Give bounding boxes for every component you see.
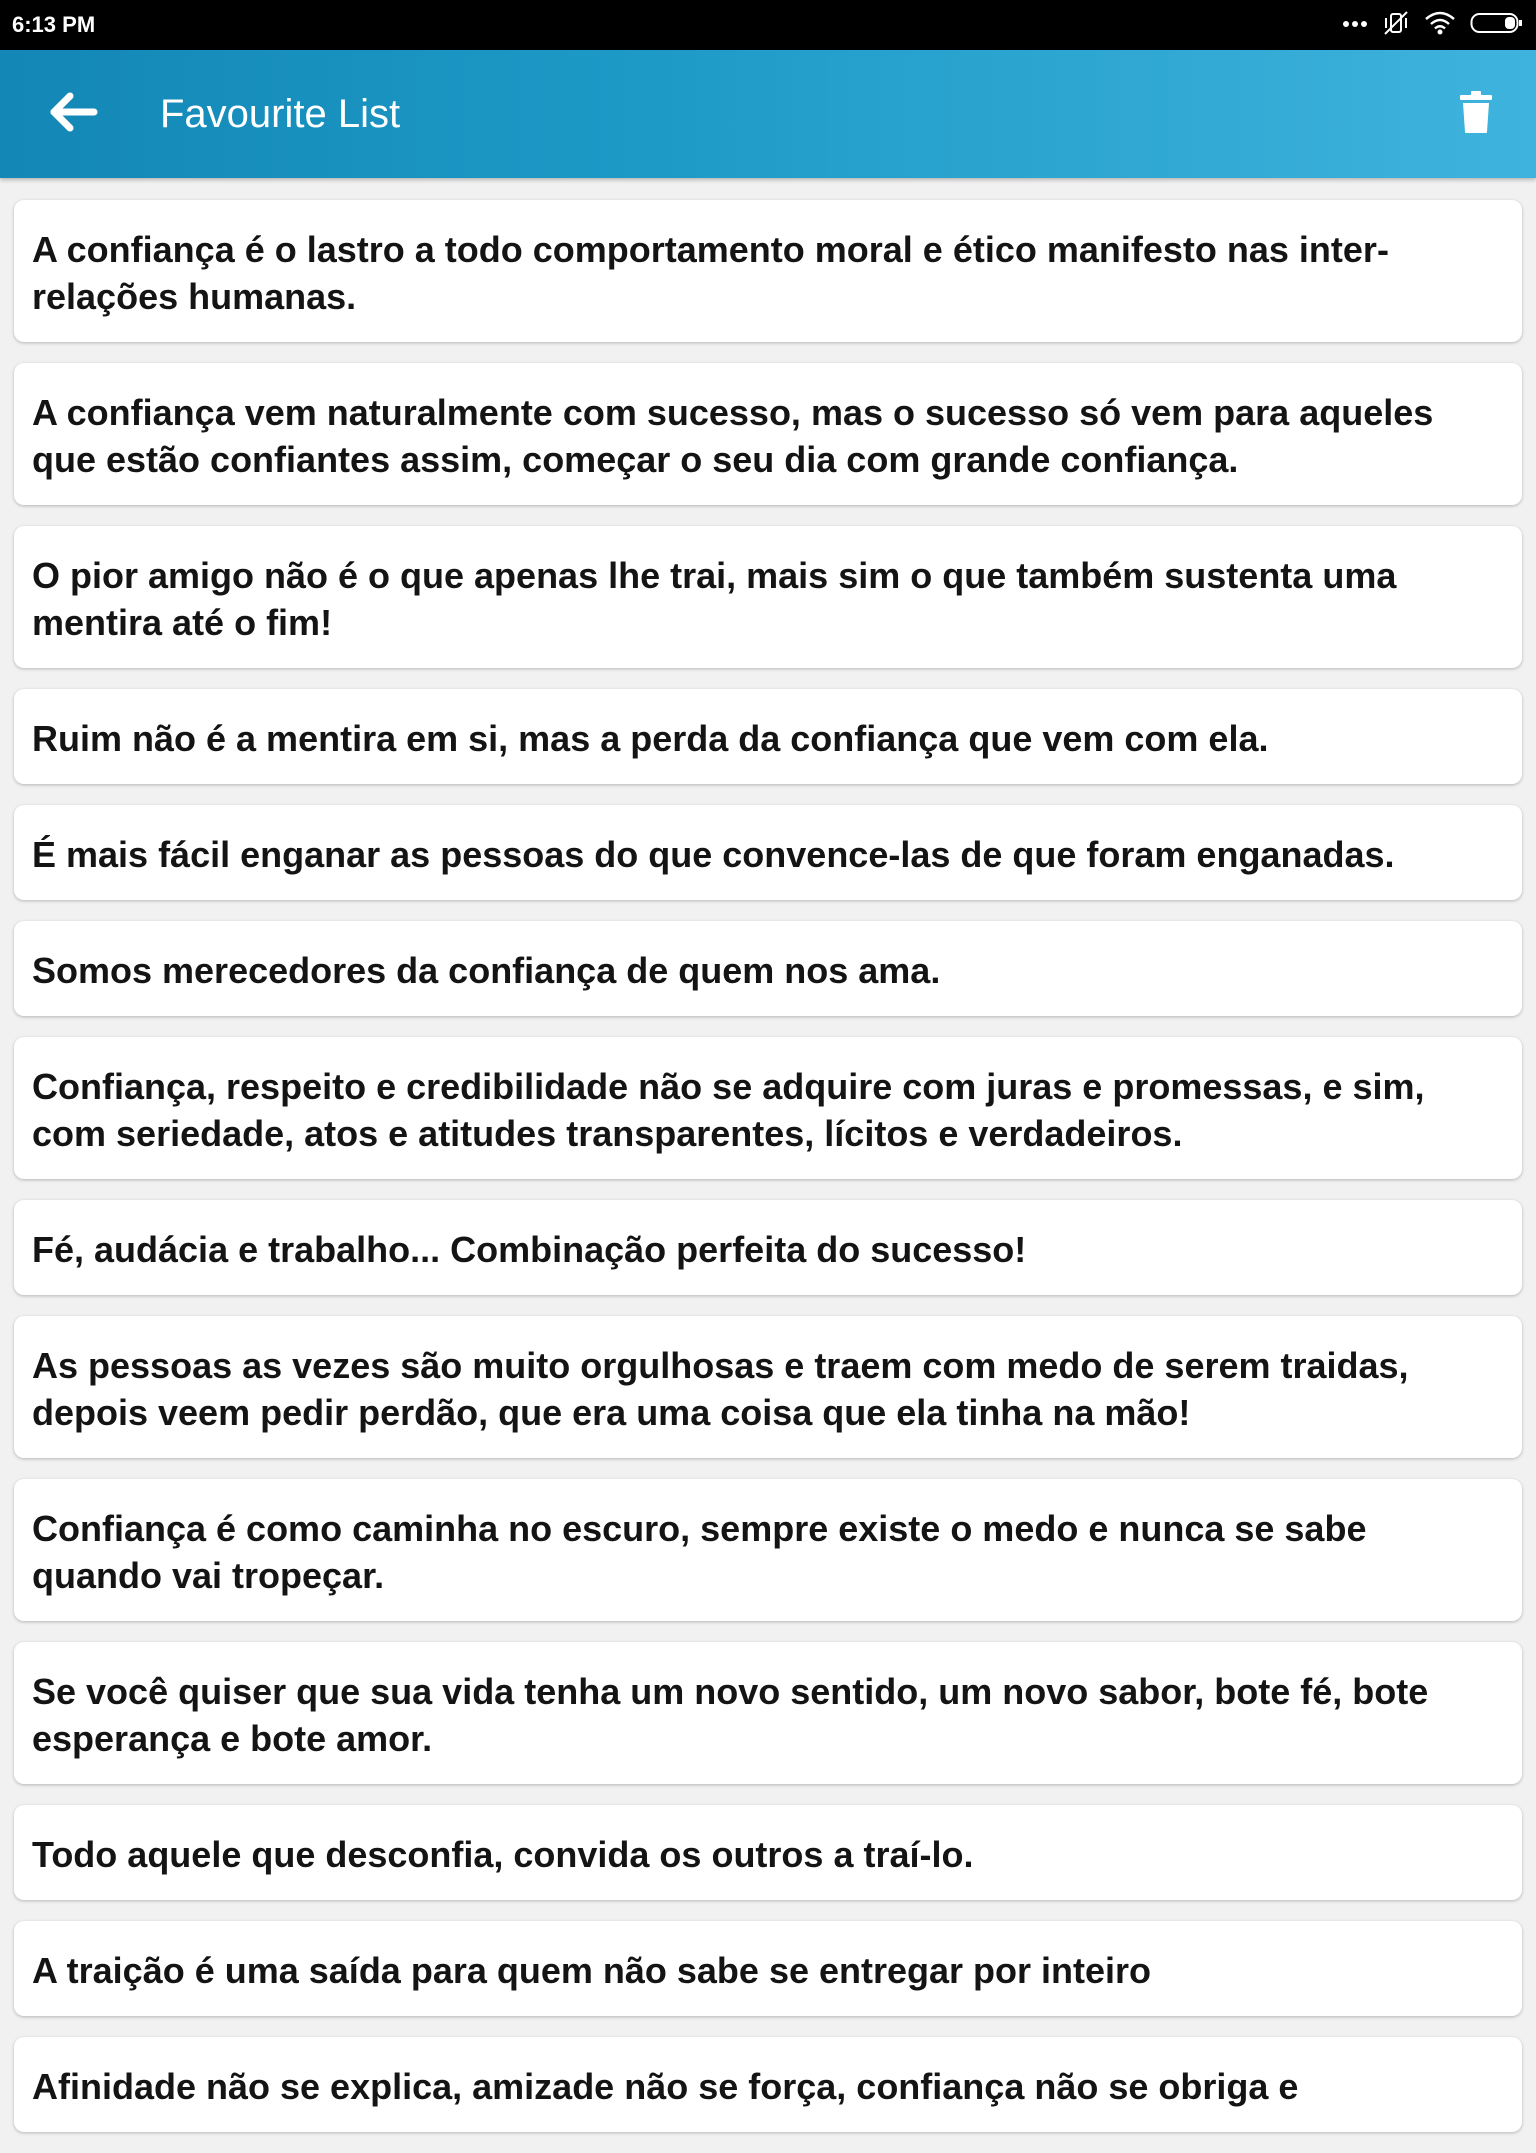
quote-text: A traição é uma saída para quem não sabe se entregar por inteiro <box>32 1950 1152 1991</box>
quote-text: Se você quiser que sua vida tenha um novo sentido, um novo sabor, bote fé, bote esperança e bote amor. <box>32 1671 1429 1759</box>
quote-card[interactable] <box>14 526 1522 668</box>
quote-card[interactable] <box>14 1642 1522 1784</box>
quote-text: O pior amigo não é o que apenas lhe trai, mais sim o que também sustenta uma mentira até o fim! <box>32 555 1397 643</box>
quote-text: Confiança é como caminha no escuro, sempre existe o medo e nunca se sabe quando vai tropeçar. <box>32 1508 1367 1596</box>
app-bar <box>0 50 1536 178</box>
quote-card[interactable] <box>14 805 1522 900</box>
status-icons <box>1342 10 1524 40</box>
delete-all-button[interactable] <box>1446 86 1506 142</box>
quote-text: Somos merecedores da confiança de quem nos ama. <box>32 950 941 991</box>
quote-card[interactable] <box>14 363 1522 505</box>
back-button[interactable] <box>36 86 108 142</box>
trash-icon <box>1459 90 1493 139</box>
status-time: 6:13 PM <box>12 12 96 37</box>
quote-card[interactable] <box>14 1316 1522 1458</box>
quote-card[interactable] <box>14 1921 1522 2016</box>
quote-text: Ruim não é a mentira em si, mas a perda da confiança que vem com ela. <box>32 718 1269 759</box>
page-title: Favourite List <box>160 92 401 136</box>
quote-text: A confiança vem naturalmente com sucesso, mas o sucesso só vem para aqueles que estão confiantes assim, começar o seu dia com grande confiança. <box>32 392 1434 480</box>
quote-text: As pessoas as vezes são muito orgulhosas e traem com medo de serem traidas, depois veem pedir perdão, que era uma coisa que ela tinha na mão! <box>32 1345 1409 1433</box>
quote-card[interactable] <box>14 689 1522 784</box>
more-dots-icon <box>1342 16 1368 34</box>
quote-card[interactable] <box>14 1479 1522 1621</box>
wifi-icon <box>1424 10 1456 41</box>
quote-card[interactable] <box>14 2037 1522 2132</box>
battery-icon <box>1470 11 1524 40</box>
quote-text: Todo aquele que desconfia, convida os outros a traí-lo. <box>32 1834 974 1875</box>
quote-card[interactable] <box>14 921 1522 1016</box>
status-bar <box>0 0 1536 50</box>
quote-text: Afinidade não se explica, amizade não se força, confiança não se obriga e <box>32 2066 1299 2107</box>
quote-text: A confiança é o lastro a todo comportamento moral e ético manifesto nas inter-relações humanas. <box>32 229 1389 317</box>
quote-card[interactable] <box>14 1200 1522 1295</box>
arrow-left-icon <box>46 92 98 137</box>
favourite-list <box>14 200 1522 2153</box>
quote-card[interactable] <box>14 200 1522 342</box>
vibrate-mute-icon <box>1382 9 1410 42</box>
quote-card[interactable] <box>14 1037 1522 1179</box>
quote-text: Fé, audácia e trabalho... Combinação perfeita do sucesso! <box>32 1229 1027 1270</box>
quote-card[interactable] <box>14 1805 1522 1900</box>
quote-text: É mais fácil enganar as pessoas do que convence-las de que foram enganadas. <box>32 834 1395 875</box>
quote-text: Confiança, respeito e credibilidade não se adquire com juras e promessas, e sim, com seriedade, atos e atitudes transparentes, lícitos e verdadeiros. <box>32 1066 1425 1154</box>
